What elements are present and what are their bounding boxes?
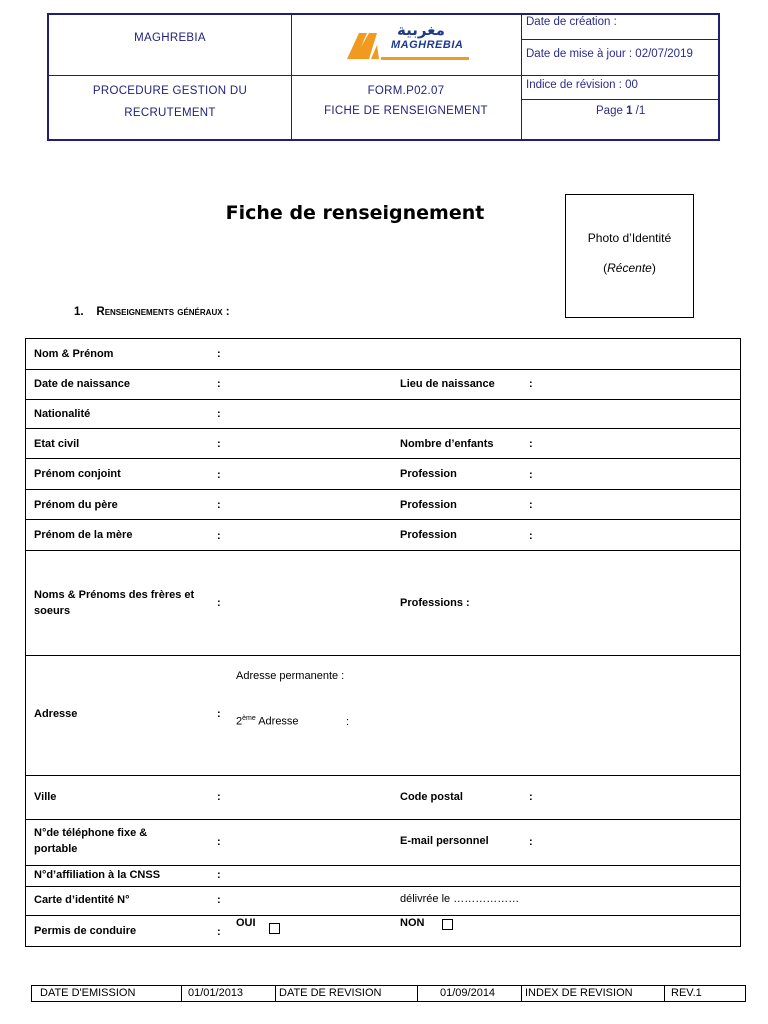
date-naissance-field[interactable]: : — [217, 378, 221, 390]
prenom-conjoint-label: Prénom conjoint — [34, 468, 121, 480]
logo-latin-text: MAGHREBIA — [391, 39, 464, 51]
page-total: /1 — [632, 105, 646, 117]
procedure-title-line1: PROCEDURE GESTION DU — [92, 85, 248, 97]
professions-freres-label[interactable]: Professions : — [400, 597, 470, 609]
header-divider — [521, 39, 718, 40]
cnss-field[interactable]: : — [217, 869, 221, 881]
profession-mere-field[interactable]: : — [529, 530, 533, 542]
header-divider — [521, 99, 718, 100]
row-divider — [26, 519, 740, 520]
ville-label: Ville — [34, 791, 57, 803]
row-divider — [26, 458, 740, 459]
prenom-mere-field[interactable]: : — [217, 530, 221, 542]
footer-date-emission: 01/01/2013 — [182, 986, 276, 1001]
email-label: E-mail personnel — [400, 835, 489, 847]
row-divider — [26, 865, 740, 866]
freres-soeurs-label-line2: soeurs — [34, 605, 71, 617]
page-title: Fiche de renseignement — [225, 202, 485, 224]
adresse2-text: Adresse — [255, 715, 299, 728]
date-naissance-label: Date de naissance — [34, 378, 130, 390]
nombre-enfants-label: Nombre d’enfants — [400, 438, 494, 450]
code-postal-field[interactable]: : — [529, 791, 533, 803]
lieu-naissance-label: Lieu de naissance — [400, 378, 495, 390]
profession-mere-label: Profession — [400, 529, 457, 541]
section-initial: R — [96, 306, 105, 318]
footer-index-revision-label: INDEX DE REVISION — [522, 986, 665, 1001]
photo-label: Photo d’Identité — [587, 231, 672, 245]
permis-colon: : — [217, 926, 221, 938]
row-divider — [26, 489, 740, 490]
telephone-label-line2: portable — [34, 843, 78, 855]
section-heading — [74, 306, 230, 318]
company-name: MAGHREBIA — [134, 32, 206, 44]
page-prefix: Page — [596, 105, 627, 117]
permis-label: Permis de conduire — [34, 925, 137, 937]
telephone-field[interactable]: : — [217, 836, 221, 848]
page-current: 1 — [626, 105, 633, 117]
adresse-secondaire-label — [236, 715, 299, 728]
header-divider — [521, 75, 718, 76]
permis-non-checkbox[interactable] — [442, 919, 453, 930]
page-number — [596, 105, 645, 117]
etat-civil-field[interactable]: : — [217, 438, 221, 450]
lieu-naissance-field[interactable]: : — [529, 378, 533, 390]
profession-pere-label: Profession — [400, 499, 457, 511]
document-footer — [31, 985, 746, 1002]
form-code: FORM.P02.07 — [367, 85, 445, 97]
adresse-colon: : — [217, 708, 221, 720]
adresse-secondaire-field[interactable]: : — [346, 716, 350, 728]
photo-hint-close: ) — [651, 261, 656, 275]
freres-soeurs-label-line1: Noms & Prénoms des frères et — [34, 589, 195, 601]
row-divider — [26, 886, 740, 887]
permis-oui-label: OUI — [236, 917, 256, 929]
section-number: 1. — [74, 306, 84, 318]
code-postal-label: Code postal — [400, 791, 463, 803]
row-divider — [26, 369, 740, 370]
header-divider — [49, 75, 521, 76]
maghrebia-logo — [345, 21, 475, 63]
photo-hint-text: Récente — [607, 261, 652, 275]
document-header — [47, 13, 720, 141]
adresse2-superscript: ème — [242, 715, 256, 722]
header-divider — [521, 15, 522, 139]
telephone-label-line1: N°de téléphone fixe & — [34, 827, 148, 839]
date-mise-a-jour: Date de mise à jour : 02/07/2019 — [526, 48, 693, 60]
ville-field[interactable]: : — [217, 791, 221, 803]
procedure-title-line2: RECRUTEMENT — [124, 107, 216, 119]
prenom-mere-label: Prénom de la mère — [34, 529, 133, 541]
footer-date-emission-label: DATE D'EMISSION — [32, 986, 182, 1001]
date-creation: Date de création : — [526, 16, 617, 28]
carte-identite-label: Carte d’identité N° — [34, 894, 130, 906]
email-field[interactable]: : — [529, 836, 533, 848]
row-divider — [26, 550, 740, 551]
footer-index-revision: REV.1 — [671, 987, 702, 999]
adresse2-number: 2 — [236, 715, 243, 728]
indice-revision: Indice de révision : 00 — [526, 79, 638, 91]
cnss-label: N°d’affiliation à la CNSS — [34, 869, 161, 881]
freres-soeurs-field[interactable]: : — [217, 597, 221, 609]
permis-non-label: NON — [400, 917, 425, 929]
prenom-conjoint-field[interactable]: : — [217, 469, 221, 481]
permis-oui-checkbox[interactable] — [269, 923, 280, 934]
row-divider — [26, 819, 740, 820]
row-divider — [26, 428, 740, 429]
logo-arabic-text: مغربية — [397, 21, 445, 39]
adresse-permanente-field[interactable]: Adresse permanente : — [236, 670, 345, 682]
profession-conjoint-field[interactable]: : — [529, 469, 533, 481]
carte-identite-field[interactable]: : — [217, 894, 221, 906]
date-delivrance-field[interactable]: délivrée le ……………… — [400, 893, 520, 905]
profession-pere-field[interactable]: : — [529, 499, 533, 511]
footer-date-revision: 01/09/2014 — [418, 986, 522, 1001]
row-divider — [26, 655, 740, 656]
nationalite-label: Nationalité — [34, 408, 91, 420]
row-divider — [26, 775, 740, 776]
row-divider — [26, 915, 740, 916]
nom-prenom-label: Nom & Prénom — [34, 348, 114, 360]
prenom-pere-label: Prénom du père — [34, 499, 118, 511]
footer-date-revision-label: DATE DE REVISION — [276, 986, 418, 1001]
header-divider — [291, 15, 292, 139]
nombre-enfants-field[interactable]: : — [529, 438, 533, 450]
prenom-pere-field[interactable]: : — [217, 499, 221, 511]
row-divider — [26, 399, 740, 400]
section-title: enseignements généraux : — [104, 306, 230, 318]
form-table — [25, 338, 741, 947]
photo-hint — [566, 261, 693, 275]
nom-prenom-field[interactable]: : — [217, 348, 221, 360]
adresse-label: Adresse — [34, 708, 78, 720]
form-name: FICHE DE RENSEIGNEMENT — [324, 105, 488, 117]
photo-hint-open: ( — [603, 261, 608, 275]
nationalite-field[interactable]: : — [217, 408, 221, 420]
etat-civil-label: Etat civil — [34, 438, 80, 450]
profession-conjoint-label: Profession — [400, 468, 457, 480]
photo-box — [565, 194, 694, 318]
